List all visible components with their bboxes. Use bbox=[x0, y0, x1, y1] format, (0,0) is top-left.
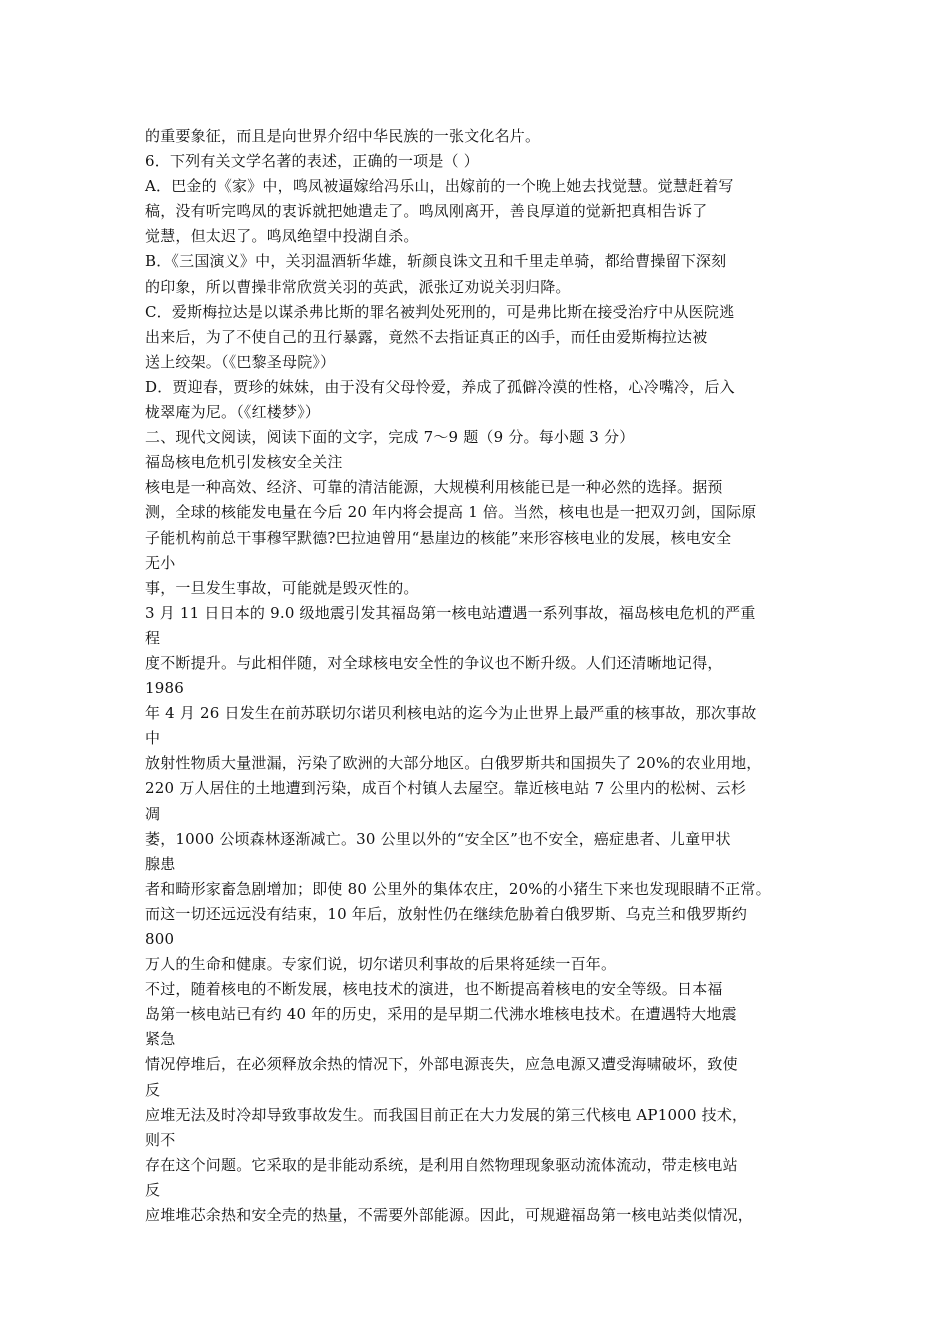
text-line: 程 bbox=[145, 628, 161, 647]
text-line: 万人的生命和健康。专家们说，切尔诺贝利事故的后果将延续一百年。 bbox=[145, 955, 617, 974]
text-line: 无小 bbox=[145, 553, 176, 572]
text-line: 中 bbox=[145, 729, 161, 748]
text-line: 3 月 11 日日本的 9.0 级地震引发其福岛第一核电站遭遇一系列事故，福岛核电危机的严重 bbox=[145, 603, 756, 622]
text-line: 的印象，所以曹操非常欣赏关羽的英武，派张辽劝说关羽归降。 bbox=[145, 277, 571, 296]
text-line: 反 bbox=[145, 1080, 161, 1099]
text-line: 测，全球的核能发电量在今后 20 年内将会提高 1 倍。当然，核电也是一把双刃剑，国际原 bbox=[145, 503, 757, 522]
text-line: 紧急 bbox=[145, 1030, 176, 1049]
text-line: 而这一切还远远没有结束，10 年后，放射性仍在继续危胁着白俄罗斯、乌克兰和俄罗斯约 bbox=[145, 904, 748, 923]
text-line: D．贾迎春，贾珍的妹妹，由于没有父母怜爱，养成了孤僻冷漠的性格，心冷嘴冷，后入 bbox=[145, 377, 735, 396]
text-line: B．《三国演义》中，关羽温酒斩华雄，斩颜良诛文丑和千里走单骑，都给曹操留下深刻 bbox=[145, 252, 727, 271]
text-line: 不过，随着核电的不断发展，核电技术的演进，也不断提高着核电的安全等级。日本福 bbox=[145, 980, 723, 999]
text-line: 腺患 bbox=[145, 854, 176, 873]
text-line: 1986 bbox=[145, 679, 184, 698]
text-line: 应堆堆芯余热和安全壳的热量，不需要外部能源。因此，可规避福岛第一核电站类似情况， bbox=[145, 1206, 754, 1225]
text-line: 稿，没有听完鸣凤的衷诉就把她遣走了。鸣凤刚离开，善良厚道的觉新把真相告诉了 bbox=[145, 202, 708, 221]
text-line: 存在这个问题。它采取的是非能动系统，是利用自然物理现象驱动流体流动，带走核电站 bbox=[145, 1155, 738, 1174]
document-body bbox=[145, 124, 835, 1228]
text-line: 事，一旦发生事故，可能就是毁灭性的。 bbox=[145, 578, 419, 597]
text-line: 800 bbox=[145, 930, 175, 948]
text-line: 情况停堆后，在必须释放余热的情况下，外部电源丧失，应急电源又遭受海啸破坏，致使 bbox=[145, 1055, 738, 1074]
text-line: 6．下列有关文学名著的表述，正确的一项是（ ） bbox=[145, 152, 479, 171]
text-line: 核电是一种高效、经济、可靠的清洁能源，大规模利用核能已是一种必然的选择。据预 bbox=[145, 478, 723, 497]
text-line: 送上绞架。（《巴黎圣母院》） bbox=[145, 352, 336, 371]
text-line: 则不 bbox=[145, 1130, 176, 1149]
text-line: C．爱斯梅拉达是以谋杀弗比斯的罪名被判处死刑的，可是弗比斯在接受治疗中从医院逃 bbox=[145, 302, 735, 321]
text-line: 凋 bbox=[145, 804, 161, 823]
text-line: 栊翠庵为尼。（《红楼梦》） bbox=[145, 403, 321, 422]
text-line: 子能机构前总干事穆罕默德?巴拉迪曾用“悬崖边的核能”来形容核电业的发展，核电安全 bbox=[145, 528, 732, 547]
text-line: 应堆无法及时冷却导致事故发生。而我国目前正在大力发展的第三代核电 AP1000 技术， bbox=[145, 1105, 748, 1124]
text-line: 岛第一核电站已有约 40 年的历史，采用的是早期二代沸水堆核电技术。在遭遇特大地震 bbox=[145, 1005, 737, 1024]
text-line: 放射性物质大量泄漏，污染了欧洲的大部分地区。白俄罗斯共和国损失了 20%的农业用地， bbox=[145, 754, 762, 773]
text-line: 萎，1000 公顷森林逐渐减亡。30 公里以外的“安全区”也不安全，癌症患者、儿童甲状 bbox=[145, 829, 731, 848]
text-line: 出来后，为了不使自己的丑行暴露，竟然不去指证真正的凶手，而任由爱斯梅拉达被 bbox=[145, 327, 708, 346]
text-line: 反 bbox=[145, 1180, 161, 1199]
text-line: 220 万人居住的土地遭到污染，成百个村镇人去屋空。靠近核电站 7 公里内的松树、云杉 bbox=[145, 779, 747, 798]
text-line: A．巴金的《家》中，鸣凤被逼嫁给冯乐山，出嫁前的一个晚上她去找觉慧。觉慧赶着写 bbox=[145, 177, 734, 196]
text-line: 的重要象征，而且是向世界介绍中华民族的一张文化名片。 bbox=[145, 127, 541, 145]
text-line: 度不断提升。与此相伴随，对全球核电安全性的争议也不断升级。人们还清晰地记得， bbox=[145, 653, 723, 672]
text-line: 二、现代文阅读，阅读下面的文字，完成 7～9 题（9 分。每小题 3 分） bbox=[145, 428, 635, 447]
text-line: 觉慧，但太迟了。鸣凤绝望中投湖自杀。 bbox=[145, 227, 419, 246]
text-line: 年 4 月 26 日发生在前苏联切尔诺贝利核电站的迄今为止世界上最严重的核事故，那次事故 bbox=[145, 704, 757, 723]
text-line: 福岛核电危机引发核安全关注 bbox=[145, 453, 343, 472]
text-line: 者和畸形家畜急剧增加；即使 80 公里外的集体农庄，20%的小猪生下来也发现眼睛不正常。 bbox=[145, 879, 771, 898]
